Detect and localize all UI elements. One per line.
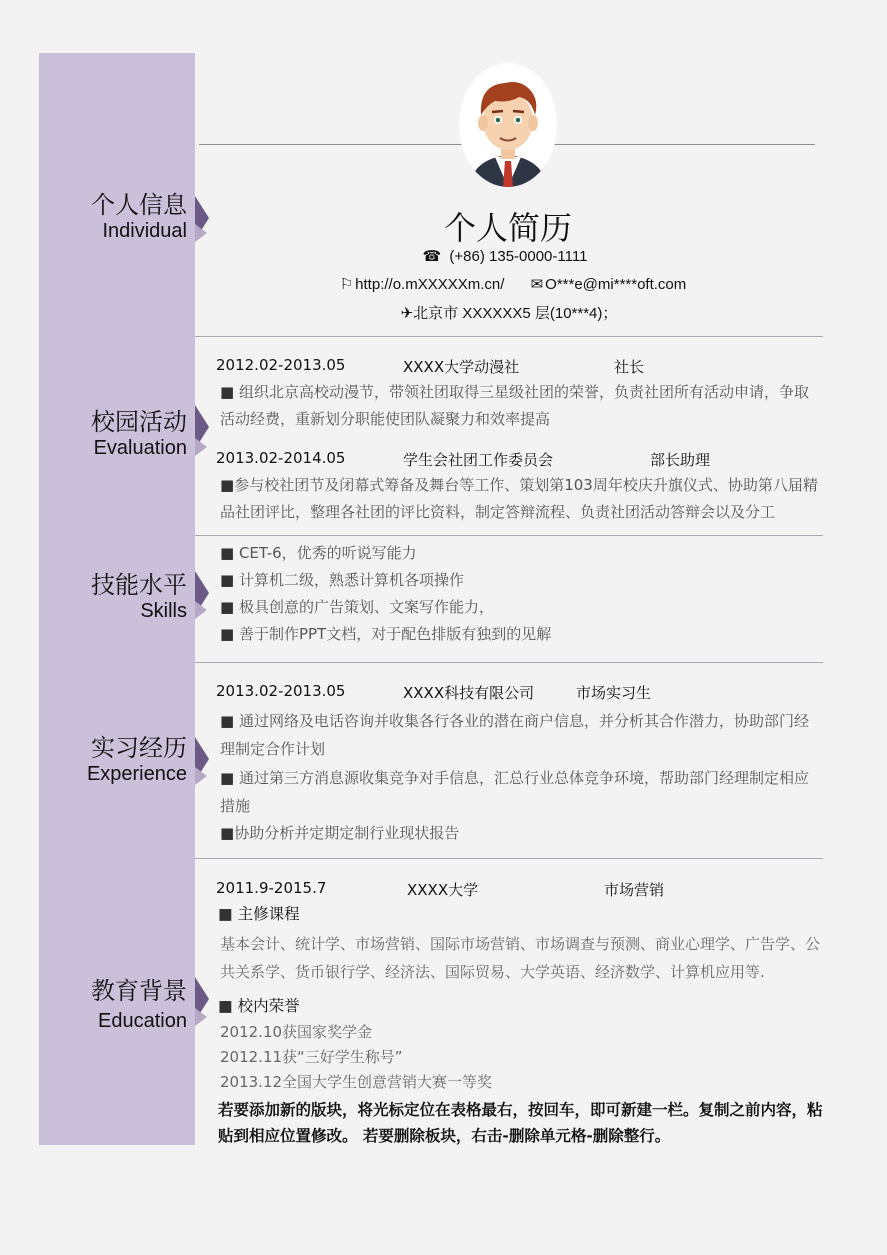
skill-item: ■ 善于制作PPT文档，对于配色排版有独到的见解: [220, 625, 552, 643]
skill-text: 极具创意的广告策划、文案写作能力，: [238, 598, 494, 616]
campus-desc-1: ■ 组织北京高校动漫节，带领社团取得三星级社团的荣誉，负责社团所有活动申请，争取活动经费，重新划分职能使团队凝聚力和效率提高: [220, 383, 809, 428]
desc-text: 参与校社团节及闭幕式筹备及舞台等工作、策划第103周年校庆升旗仪式、协助第八届精品社团评比，整理各社团的评比资料，制定答辩流程、负责社团活动答辩会以及分工: [220, 476, 818, 521]
item-text: 协助分析并定期定制行业现状报告: [234, 824, 460, 842]
template-note: 若要添加新的版块，将光标定位在表格最右，按回车，即可新建一栏。复制之前内容，粘贴到相应位置修改。 若要删除板块，右击-删除单元格-删除整行。: [218, 1101, 823, 1145]
date: 2013.02-2014.05: [216, 449, 346, 467]
heading-text: 校内荣誉: [237, 997, 300, 1015]
contact-address-row: [195, 302, 823, 323]
skill-item: ■ 计算机二级，熟悉计算机各项操作: [220, 571, 464, 589]
heading-text: 主修课程: [237, 905, 300, 923]
arrow-shade: [195, 438, 207, 456]
org: XXXX科技有限公司: [403, 684, 535, 702]
divider: [195, 858, 823, 859]
contact-phone-row: [195, 247, 823, 265]
skill-text: CET-6，优秀的听说写能力: [238, 544, 417, 562]
divider: [195, 336, 823, 337]
courses-heading: ■ 主修课程: [218, 905, 300, 923]
major: 市场营销: [604, 881, 665, 899]
avatar-illustration: [459, 63, 557, 187]
divider: [195, 535, 823, 536]
internship-item: ■ 通过网络及电话咨询并收集各行各业的潜在商户信息，并分析其合作潜力，协助部门经理制定合作计划: [220, 712, 809, 758]
honor-item: 2012.11获“三好学生称号”: [220, 1048, 403, 1066]
desc-text: 组织北京高校动漫节，带领社团取得三星级社团的荣誉，负责社团所有活动申请，争取活动经费，重新划分职能使团队凝聚力和效率提高: [220, 383, 809, 428]
divider: [195, 662, 823, 663]
item-text: 通过第三方消息源收集竞争对手信息，汇总行业总体竞争环境，帮助部门经理制定相应措施: [220, 769, 809, 815]
date: 2011.9-2015.7: [216, 879, 327, 897]
flag-icon: ⚐: [339, 276, 354, 293]
phone-icon: ☎: [422, 248, 442, 265]
plane-icon: ✈: [400, 305, 414, 322]
arrow-shade: [195, 1008, 207, 1026]
honor-item: 2013.12全国大学生创意营销大赛一等奖: [220, 1073, 493, 1091]
avatar: [459, 63, 557, 187]
school: XXXX大学: [407, 881, 479, 899]
org: XXXX大学动漫社: [403, 358, 520, 376]
role: 部长助理: [650, 451, 711, 469]
section-title-internship: 实习经历 Experience: [86, 734, 187, 785]
internship-item: ■ 通过第三方消息源收集竞争对手信息，汇总行业总体竞争环境，帮助部门经理制定相应措施: [220, 769, 809, 815]
honors-heading: ■ 校内荣誉: [218, 997, 300, 1015]
role: 市场实习生: [576, 684, 652, 702]
date: 2012.02-2013.05: [216, 356, 346, 374]
section-title-skills: 技能水平 Skills: [91, 571, 187, 622]
section-title-campus: 校园活动 Evaluation: [91, 408, 187, 459]
resume-title: 个人简历: [443, 209, 572, 247]
org: 学生会社团工作委员会: [403, 451, 554, 469]
mail-icon: ✉: [530, 276, 544, 293]
role: 社长: [614, 358, 645, 376]
date: 2013.02-2013.05: [216, 682, 346, 700]
arrow-shade: [195, 767, 207, 785]
skill-item: ■ 极具创意的广告策划、文案写作能力，: [220, 598, 494, 616]
section-title-education: 教育背景 Education: [91, 977, 187, 1032]
courses-text: 基本会计、统计学、市场营销、国际市场营销、市场调查与预测、商业心理学、广告学、公共关系学、货币银行学、经济法、国际贸易、大学英语、经济数学、计算机应用等.: [220, 935, 821, 981]
email-link[interactable]: O***e@mi****oft.com: [545, 276, 687, 293]
phone-text: (+86) 135-0000-1111: [449, 248, 588, 265]
contact-web-row: [195, 275, 823, 293]
skill-text: 计算机二级，熟悉计算机各项操作: [238, 571, 464, 589]
campus-desc-2: ■参与校社团节及闭幕式筹备及舞台等工作、策划第103周年校庆升旗仪式、协助第八届精品社团评比，整理各社团的评比资料，制定答辩流程、负责社团活动答辩会以及分工: [220, 476, 818, 521]
item-text: 通过网络及电话咨询并收集各行各业的潜在商户信息，并分析其合作潜力，协助部门经理制定合作计划: [220, 712, 809, 758]
honor-item: 2012.10获国家奖学金: [220, 1023, 373, 1041]
skill-item: ■ CET-6，优秀的听说写能力: [220, 544, 417, 562]
arrow-shade: [195, 601, 207, 619]
address-text: 北京市 XXXXXX5 层(10***4)；: [413, 305, 618, 322]
skill-text: 善于制作PPT文档，对于配色排版有独到的见解: [238, 625, 552, 643]
section-title-personal: 个人信息 Individual: [91, 191, 187, 242]
internship-item: ■协助分析并定期定制行业现状报告: [220, 824, 460, 842]
website-link[interactable]: http://o.mXXXXXm.cn/: [355, 276, 505, 293]
